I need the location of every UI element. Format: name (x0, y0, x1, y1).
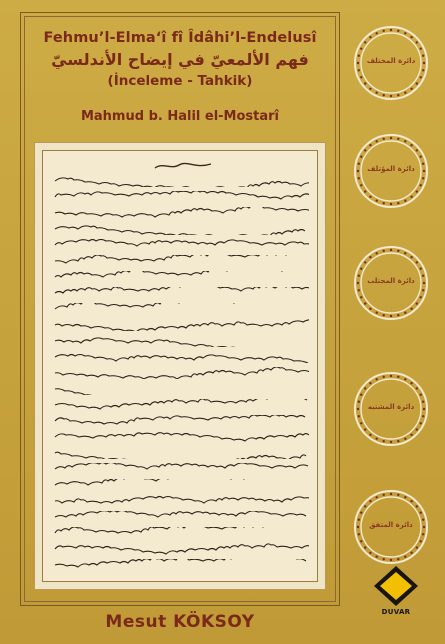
publisher-name: DUVAR (381, 608, 411, 616)
manuscript-text-line (53, 207, 309, 217)
prosody-circle (352, 370, 430, 448)
manuscript-heading-scribble (153, 157, 213, 169)
manuscript-text-line (53, 399, 309, 409)
manuscript-text-line (53, 303, 309, 313)
circle-label: دائرة المشتبه (367, 403, 415, 411)
manuscript-text-line (53, 367, 309, 377)
publisher-logo[interactable] (368, 564, 424, 624)
manuscript-text-line (53, 511, 309, 521)
circle-label: دائرة المتفق (369, 521, 413, 529)
manuscript-page (42, 150, 318, 582)
manuscript-text-line (53, 495, 309, 505)
manuscript-text-line (53, 431, 309, 441)
manuscript-text-line (53, 447, 309, 457)
manuscript-text-line (53, 287, 309, 297)
manuscript-text-line (53, 335, 309, 345)
manuscript-text-line (53, 527, 309, 537)
book-subtitle: (İnceleme - Tahkik) (107, 73, 253, 89)
manuscript-image (34, 142, 326, 590)
manuscript-text-line (53, 543, 309, 553)
manuscript-text-line (53, 255, 309, 265)
diamond-logo-icon (368, 564, 424, 610)
manuscript-text-line (53, 239, 309, 249)
manuscript-text-line (53, 223, 309, 233)
manuscript-text-line (53, 479, 309, 489)
prosody-circle (352, 488, 430, 566)
circle-label: دائرة المجتلب (367, 277, 415, 285)
manuscript-text-line (53, 415, 309, 425)
book-title-arabic: فهم الألمعيّ في إيضاح الأندلسيّ (51, 50, 309, 69)
manuscript-text-line (53, 351, 309, 361)
book-title-latin: Fehmu’l-Elma‘î fî Îdâhi’l-Endelusî (43, 30, 317, 46)
title-block (28, 30, 332, 89)
manuscript-text-line (53, 319, 309, 329)
manuscript-text-line (53, 383, 309, 393)
manuscript-text-line (53, 559, 309, 569)
circle-label: دائرة المختلف (366, 57, 416, 65)
circle-label: دائرة المؤتلف (367, 165, 415, 173)
prosody-circle (352, 24, 430, 102)
manuscript-text-line (53, 175, 309, 185)
manuscript-text-line (53, 191, 309, 201)
prosody-circle (352, 244, 430, 322)
book-author: Mesut KÖKSOY (105, 612, 255, 632)
original-author: Mahmud b. Halil el-Mostarî (80, 109, 280, 124)
prosody-circle (352, 132, 430, 210)
manuscript-text-line (53, 463, 309, 473)
manuscript-text-line (53, 271, 309, 281)
